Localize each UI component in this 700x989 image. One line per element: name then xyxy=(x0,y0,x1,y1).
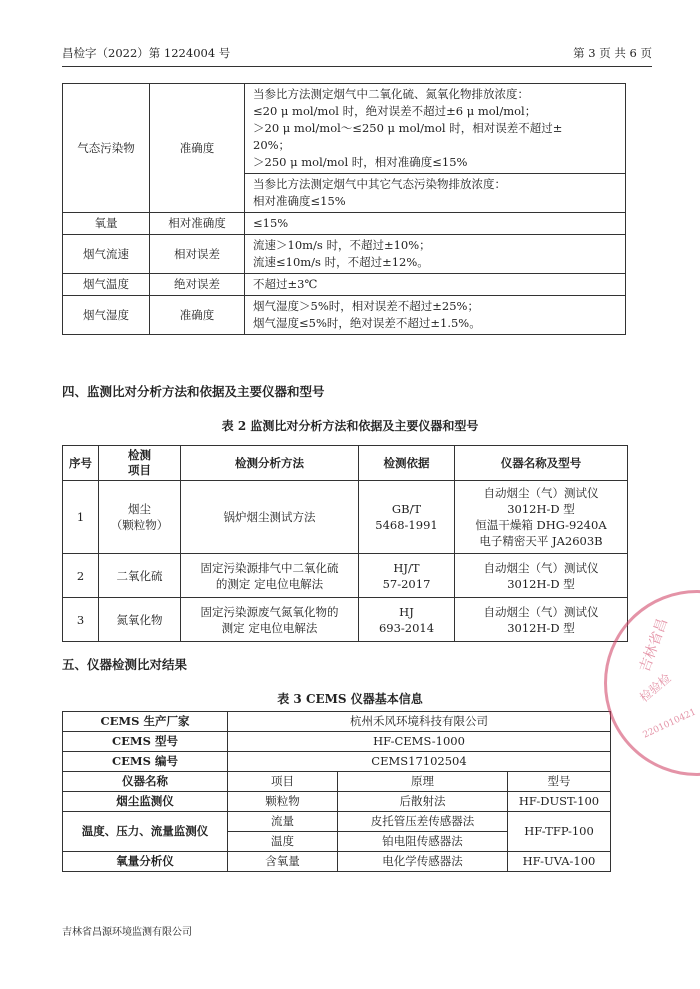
table-row xyxy=(63,812,611,832)
column-header: 型号 xyxy=(508,772,611,792)
label-cell: CEMS 生产厂家 xyxy=(63,712,228,732)
param-cell: 相对准确度 xyxy=(150,213,245,235)
cell-item: 二氧化硫 xyxy=(99,554,181,598)
table-row xyxy=(63,84,626,174)
table-row xyxy=(63,213,626,235)
requirement-cell: 不超过±3℃ xyxy=(245,274,626,296)
table3-caption: 表 3 CEMS 仪器基本信息 xyxy=(277,692,423,706)
cell-instrument: 自动烟尘（气）测试仪 3012H-D 型 xyxy=(455,554,628,598)
section-heading-5: 五、仪器检测比对结果 xyxy=(62,657,188,672)
cell-model: HF-DUST-100 xyxy=(508,792,611,812)
page-footer: 吉林省昌源环境监测有限公司 xyxy=(62,927,192,938)
requirement-cell: 流速＞10m/s 时，不超过±10%； 流速≤10m/s 时，不超过±12%。 xyxy=(245,235,626,274)
table-header-row xyxy=(63,772,611,792)
accuracy-requirements-table xyxy=(62,83,626,335)
column-header: 项目 xyxy=(228,772,338,792)
column-header: 仪器名称 xyxy=(63,772,228,792)
cell-item: 烟尘 （颗粒物） xyxy=(99,481,181,554)
section-heading-4: 四、监测比对分析方法和依据及主要仪器和型号 xyxy=(62,384,325,399)
requirement-cell: 当参比方法测定烟气中其它气态污染物排放浓度： 相对准确度≤15% xyxy=(245,174,626,213)
value-cell: 杭州禾风环境科技有限公司 xyxy=(228,712,611,732)
table-header-row xyxy=(63,446,628,481)
cell-instrument: 自动烟尘（气）测试仪 3012H-D 型 xyxy=(455,598,628,642)
value-cell: HF-CEMS-1000 xyxy=(228,732,611,752)
requirement-cell: ≤15% xyxy=(245,213,626,235)
param-cell: 绝对误差 xyxy=(150,274,245,296)
item-cell: 氧量 xyxy=(63,213,150,235)
cell-method: 锅炉烟尘测试方法 xyxy=(181,481,359,554)
table-row xyxy=(63,274,626,296)
requirement-cell: 当参比方法测定烟气中二氧化硫、氮氧化物排放浓度： ≤20 μ mol/mol 时，绝对误差不超过±6 μ mol/mol； ＞20 μ mol/mol～≤250 μ mol/mol 时，相对误差不超过± 20%； ＞250 μ mol/mol 时，相对准确度≤15% xyxy=(245,84,626,174)
cell-instrument: 自动烟尘（气）测试仪 3012H-D 型 恒温干燥箱 DHG-9240A 电子精密天平 JA2603B xyxy=(455,481,628,554)
stamp-text: 吉林省昌 xyxy=(636,616,672,675)
cell-basis: HJ 693-2014 xyxy=(359,598,455,642)
cell-model: HF-TFP-100 xyxy=(508,812,611,852)
value-cell: CEMS17102504 xyxy=(228,752,611,772)
instrument-name: 氧量分析仪 xyxy=(63,852,228,872)
page-header xyxy=(62,45,652,65)
cell-method: 固定污染源废气氮氧化物的 测定 定电位电解法 xyxy=(181,598,359,642)
column-header: 检测 项目 xyxy=(99,446,181,481)
cell-principle: 电化学传感器法 xyxy=(338,852,508,872)
item-cell: 烟气湿度 xyxy=(63,296,150,335)
column-header: 检测依据 xyxy=(359,446,455,481)
cell-item: 流量 xyxy=(228,812,338,832)
methods-table xyxy=(62,445,628,642)
param-cell: 相对误差 xyxy=(150,235,245,274)
label-cell: CEMS 型号 xyxy=(63,732,228,752)
table2-caption: 表 2 监测比对分析方法和依据及主要仪器和型号 xyxy=(221,419,479,433)
cell-item: 氮氧化物 xyxy=(99,598,181,642)
label-cell: CEMS 编号 xyxy=(63,752,228,772)
cell-no: 2 xyxy=(63,554,99,598)
table-row xyxy=(63,712,611,732)
cell-no: 1 xyxy=(63,481,99,554)
column-header: 仪器名称及型号 xyxy=(455,446,628,481)
cell-principle: 铂电阻传感器法 xyxy=(338,832,508,852)
cell-principle: 后散射法 xyxy=(338,792,508,812)
cell-item: 含氧量 xyxy=(228,852,338,872)
column-header: 检测分析方法 xyxy=(181,446,359,481)
header-divider xyxy=(62,66,652,67)
table-row xyxy=(63,235,626,274)
item-cell: 烟气温度 xyxy=(63,274,150,296)
cell-item: 颗粒物 xyxy=(228,792,338,812)
cell-basis: HJ/T 57-2017 xyxy=(359,554,455,598)
report-number: 昌检字（2022）第 1224004 号 xyxy=(62,46,231,60)
table-row xyxy=(63,296,626,335)
table-row xyxy=(63,852,611,872)
cell-method: 固定污染源排气中二氧化硫 的测定 定电位电解法 xyxy=(181,554,359,598)
cell-principle: 皮托管压差传感器法 xyxy=(338,812,508,832)
cell-no: 3 xyxy=(63,598,99,642)
cell-model: HF-UVA-100 xyxy=(508,852,611,872)
item-cell: 烟气流速 xyxy=(63,235,150,274)
table-row xyxy=(63,752,611,772)
instrument-name: 烟尘监测仪 xyxy=(63,792,228,812)
param-cell: 准确度 xyxy=(150,84,245,213)
item-cell: 气态污染物 xyxy=(63,84,150,213)
table-row xyxy=(63,792,611,812)
column-header: 原理 xyxy=(338,772,508,792)
cell-basis: GB/T 5468-1991 xyxy=(359,481,455,554)
table-row xyxy=(63,598,628,642)
requirement-cell: 烟气湿度＞5%时，相对误差不超过±25%； 烟气湿度≤5%时，绝对误差不超过±1.5%。 xyxy=(245,296,626,335)
stamp-text: 2201010421 xyxy=(641,707,698,741)
cell-item: 温度 xyxy=(228,832,338,852)
table-row xyxy=(63,554,628,598)
cems-info-table xyxy=(62,711,611,872)
table-row xyxy=(63,732,611,752)
instrument-name: 温度、压力、流量监测仪 xyxy=(63,812,228,852)
page-number: 第 3 页 共 6 页 xyxy=(573,46,652,60)
stamp-text: 检验检 xyxy=(637,670,674,705)
param-cell: 准确度 xyxy=(150,296,245,335)
table-row xyxy=(63,481,628,554)
column-header: 序号 xyxy=(63,446,99,481)
